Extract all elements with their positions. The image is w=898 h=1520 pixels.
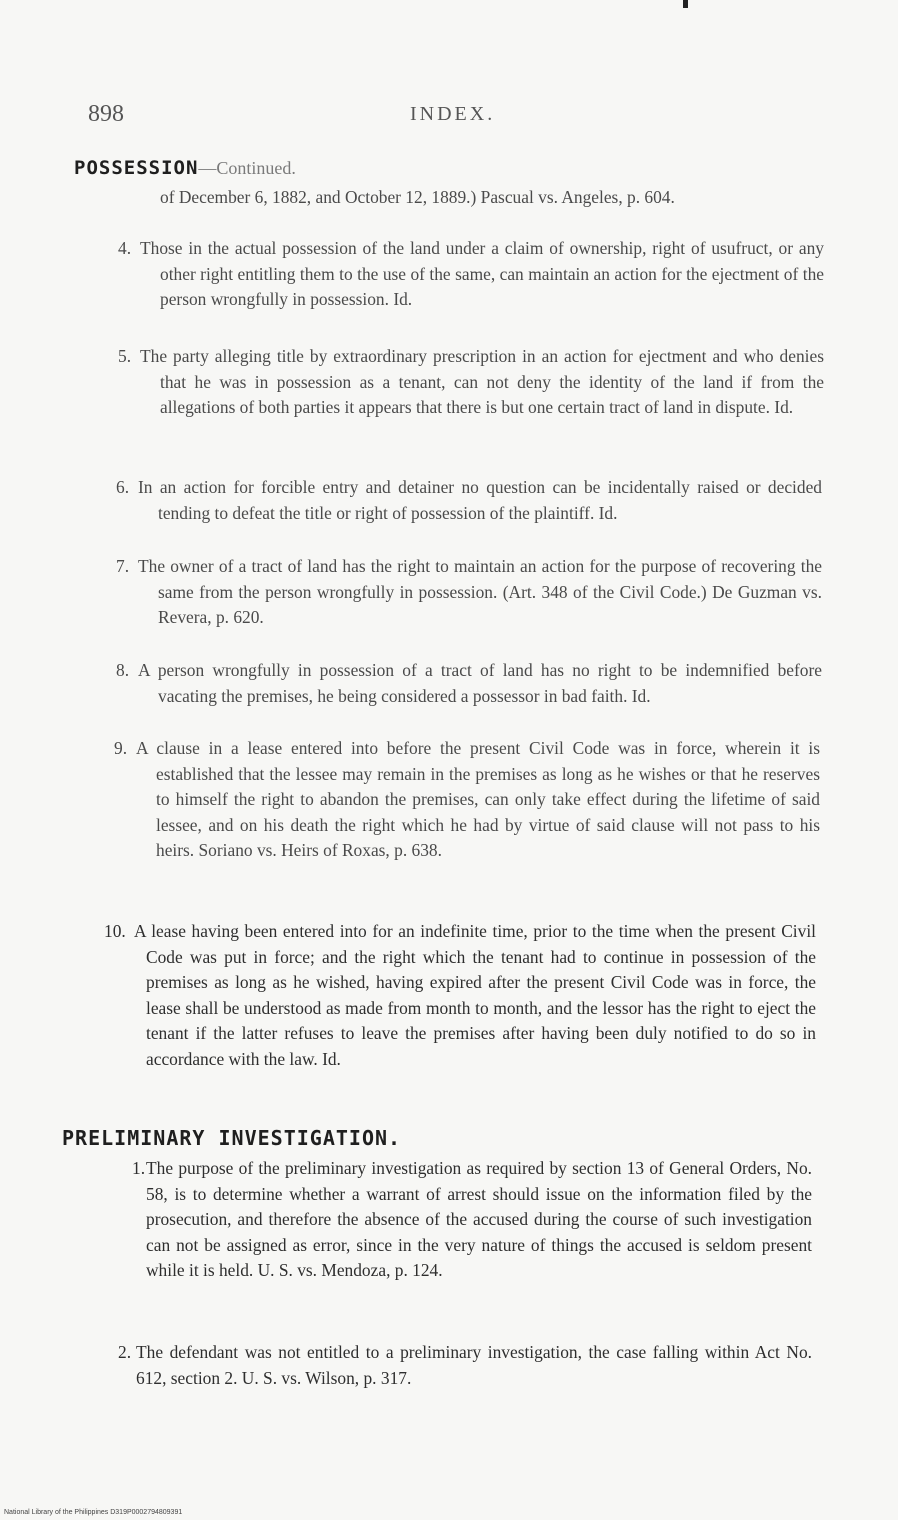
entry-text: In an action for forcible entry and detainer no question can be incidentally raised or decided tending to defeat the title or right of possession of the plaintiff. Id. xyxy=(138,477,822,523)
entry-text: The defendant was not entitled to a preliminary investigation, the case falling within Act No. 612, section 2. U. S. vs. Wilson, p. 317. xyxy=(136,1342,812,1388)
entry-text: A lease having been entered into for an indefinite time, prior to the time when the present Civil Code was put in force; and the right which the tenant had to continue in possession of the premises as long as he wished, having expired after the present Civil Code was in force, the lease shall be understood as made from month to month, and the lessor has the right to eject the tenant if the latter refuses to leave the premises after having been duly notified to do so in accordance with the law. Id. xyxy=(134,921,816,1069)
heading-continued: —Continued. xyxy=(198,158,296,178)
item-number: 6. xyxy=(116,477,130,497)
item-number: 1. xyxy=(132,1158,146,1178)
heading-text: PRELIMINARY INVESTIGATION. xyxy=(62,1126,402,1150)
list-item xyxy=(116,554,822,627)
section-heading-preliminary-investigation xyxy=(62,1126,401,1150)
list-item xyxy=(116,475,822,523)
page-number: 898 xyxy=(88,101,124,127)
list-item xyxy=(116,658,822,706)
list-item xyxy=(114,736,820,860)
heading-text: POSSESSION xyxy=(74,157,199,179)
entry-intro xyxy=(160,185,822,211)
list-item xyxy=(118,344,824,417)
entry-text: of December 6, 1882, and October 12, 1889.) Pascual vs. Angeles, p. 604. xyxy=(160,187,675,207)
page-header xyxy=(0,101,898,131)
entry-text: A person wrongfully in possession of a tract of land has no right to be indemnified before vacating the premises, he being considered a possessor in bad faith. Id. xyxy=(138,660,822,706)
item-number: 4. xyxy=(118,238,132,258)
running-head: INDEX. xyxy=(410,103,496,125)
scan-credit: National Library of the Philippines D319P0002794809391 xyxy=(4,1509,183,1516)
entry-text: Those in the actual possession of the land under a claim of ownership, right of usufruct, or any other right entitling them to the use of the same, can maintain an action for the ejectment of the person wrongfully in possession. Id. xyxy=(140,238,824,309)
item-number: 5. xyxy=(118,346,132,366)
entry-text: The party alleging title by extraordinary prescription in an action for ejectment and who denies that he was in possession as a tenant, can not deny the identity of the land if from the allegations of both parties it appears that there is but one certain tract of land in dispute. Id. xyxy=(140,346,824,417)
list-item xyxy=(104,919,816,1069)
item-number: 9. xyxy=(114,738,128,758)
item-number: 8. xyxy=(116,660,130,680)
list-item xyxy=(118,1340,812,1388)
item-number: 2. xyxy=(118,1342,132,1362)
entry-text: The owner of a tract of land has the right to maintain an action for the purpose of recovering the same from the person wrongfully in possession. (Art. 348 of the Civil Code.) De Guzman vs. Revera, p. 620. xyxy=(138,556,822,627)
list-item xyxy=(118,236,824,309)
list-item xyxy=(132,1156,812,1280)
item-number: 10. xyxy=(104,921,126,941)
section-heading-possession xyxy=(74,157,296,179)
scan-mark xyxy=(683,0,688,8)
entry-text: The purpose of the preliminary investigation as required by section 13 of General Orders, No. 58, is to determine whether a warrant of arrest should issue on the information filed by the prosecution, and therefore the absence of the accused during the course of such investigation can not be assigned as error, since in the very nature of things the accused is seldom present while it is held. U. S. vs. Mendoza, p. 124. xyxy=(146,1158,812,1280)
entry-text: A clause in a lease entered into before the present Civil Code was in force, wherein it is established that the lessee may remain in the premises as long as he wishes or that he reserves to himself the right to abandon the premises, can only take effect during the lifetime of said lessee, and on his death the right which he had by virtue of said clause will not pass to his heirs. Soriano vs. Heirs of Roxas, p. 638. xyxy=(136,738,820,860)
item-number: 7. xyxy=(116,556,130,576)
